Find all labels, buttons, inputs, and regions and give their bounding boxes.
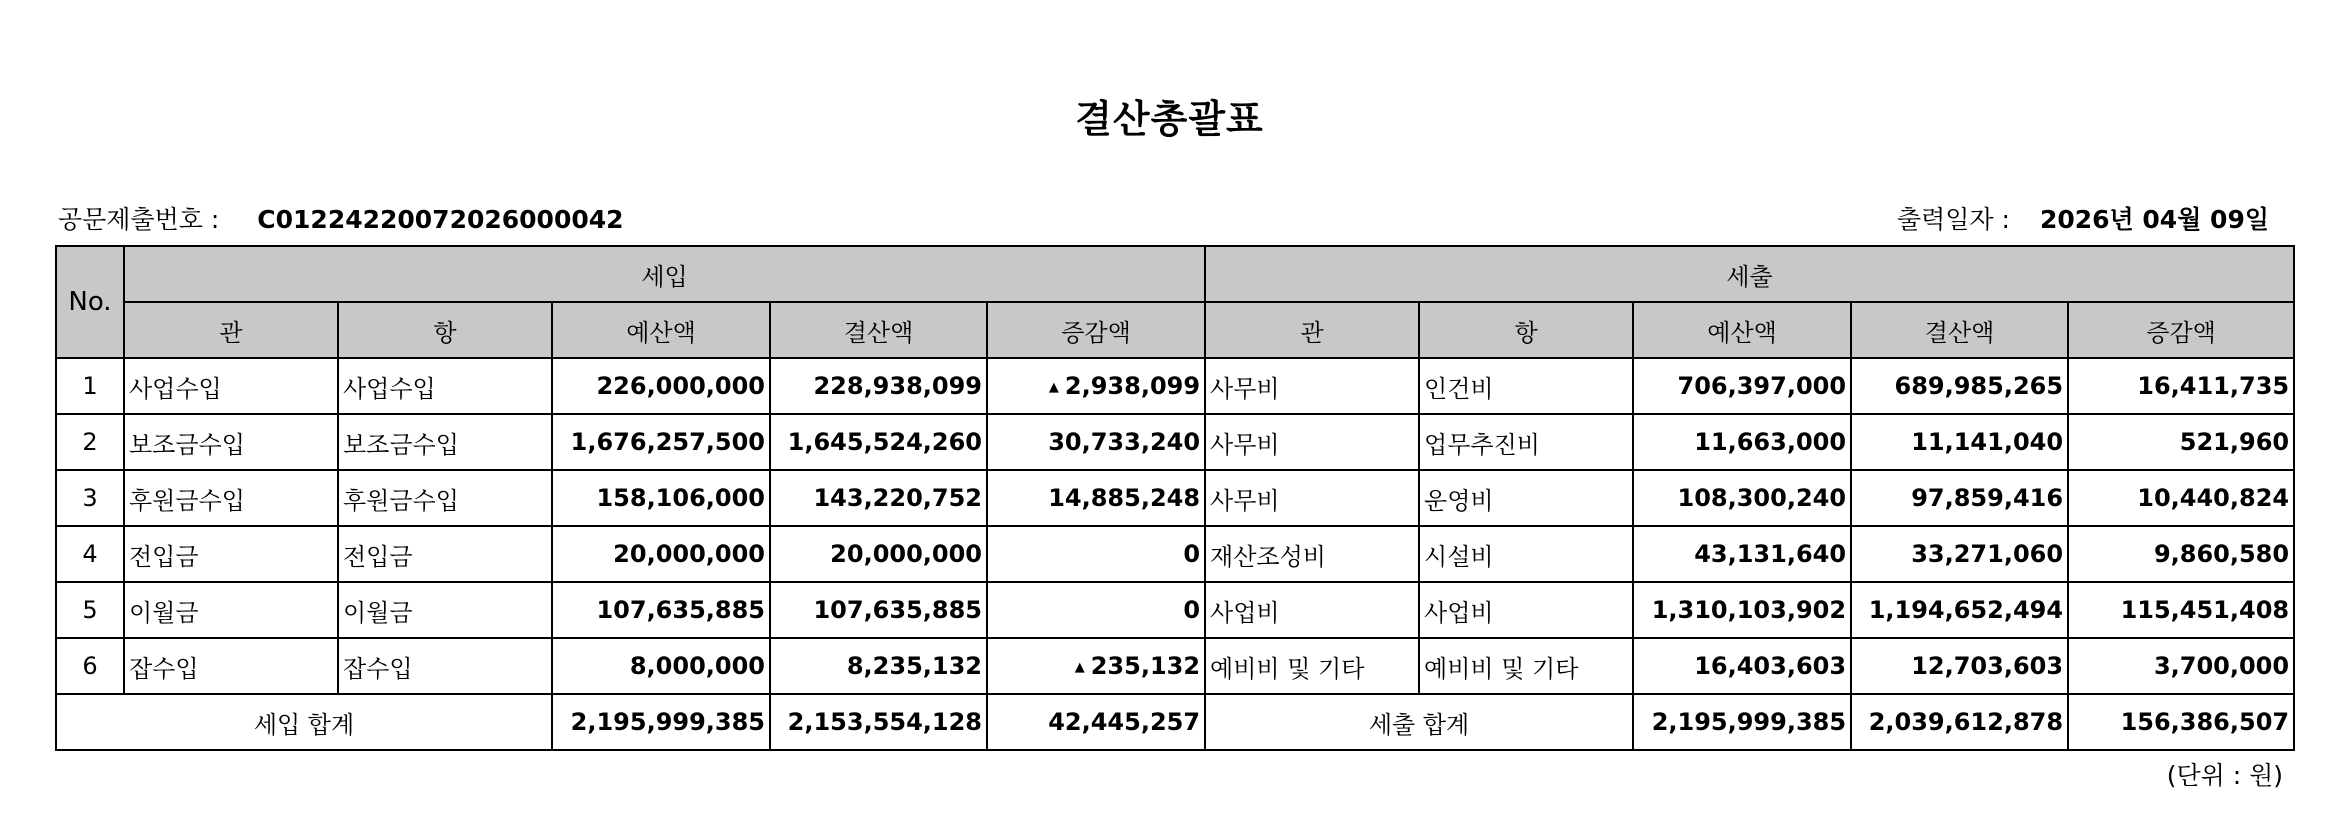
col-group-expense: 세출	[1205, 246, 2294, 302]
row-no: 6	[56, 638, 124, 694]
rev-change-cell: 14,885,248	[987, 470, 1205, 526]
exp-hang-cell: 업무추진비	[1419, 414, 1633, 470]
table-row	[56, 638, 2294, 694]
col-header-exp-change: 증감액	[2068, 302, 2294, 358]
header-row-groups	[56, 246, 2294, 302]
rev-hang-cell: 보조금수입	[338, 414, 552, 470]
rev-change-value: 235,132	[1090, 652, 1201, 680]
exp-gwan-cell: 예비비 및 기타	[1205, 638, 1419, 694]
table-row	[56, 414, 2294, 470]
rev-change-cell	[987, 638, 1205, 694]
rev-settlement-cell: 228,938,099	[770, 358, 987, 414]
rev-budget-cell: 8,000,000	[552, 638, 770, 694]
exp-hang-cell: 사업비	[1419, 582, 1633, 638]
print-date-line	[1897, 200, 2269, 236]
exp-settlement-cell: 1,194,652,494	[1851, 582, 2068, 638]
doc-number-label: 공문제출번호 :	[58, 205, 220, 234]
exp-total-label: 세출 합계	[1205, 694, 1633, 750]
exp-total-budget: 2,195,999,385	[1633, 694, 1851, 750]
table-row	[56, 470, 2294, 526]
exp-change-cell: 9,860,580	[2068, 526, 2294, 582]
rev-settlement-cell: 8,235,132	[770, 638, 987, 694]
exp-change-cell: 115,451,408	[2068, 582, 2294, 638]
rev-total-settlement: 2,153,554,128	[770, 694, 987, 750]
exp-change-cell: 3,700,000	[2068, 638, 2294, 694]
print-date-value: 2026년 04월 09일	[2039, 205, 2269, 234]
rev-gwan-cell: 사업수입	[124, 358, 338, 414]
rev-budget-cell: 20,000,000	[552, 526, 770, 582]
rev-settlement-cell: 143,220,752	[770, 470, 987, 526]
exp-budget-cell: 11,663,000	[1633, 414, 1851, 470]
rev-hang-cell: 이월금	[338, 582, 552, 638]
rev-budget-cell: 226,000,000	[552, 358, 770, 414]
rev-gwan-cell: 잡수입	[124, 638, 338, 694]
rev-budget-cell: 107,635,885	[552, 582, 770, 638]
table-body	[56, 358, 2294, 750]
exp-settlement-cell: 97,859,416	[1851, 470, 2068, 526]
exp-hang-cell: 시설비	[1419, 526, 1633, 582]
exp-hang-cell: 예비비 및 기타	[1419, 638, 1633, 694]
rev-total-budget: 2,195,999,385	[552, 694, 770, 750]
col-header-rev-gwan: 관	[124, 302, 338, 358]
rev-budget-cell: 158,106,000	[552, 470, 770, 526]
col-header-exp-budget: 예산액	[1633, 302, 1851, 358]
exp-budget-cell: 706,397,000	[1633, 358, 1851, 414]
exp-settlement-cell: 689,985,265	[1851, 358, 2068, 414]
exp-settlement-cell: 12,703,603	[1851, 638, 2068, 694]
row-no: 5	[56, 582, 124, 638]
triangle-up-icon: ▲	[1048, 380, 1059, 395]
row-no: 3	[56, 470, 124, 526]
rev-total-change: 42,445,257	[987, 694, 1205, 750]
exp-total-settlement: 2,039,612,878	[1851, 694, 2068, 750]
col-header-exp-gwan: 관	[1205, 302, 1419, 358]
rev-total-label: 세입 합계	[56, 694, 552, 750]
col-header-rev-hang: 항	[338, 302, 552, 358]
table-row	[56, 582, 2294, 638]
exp-settlement-cell: 11,141,040	[1851, 414, 2068, 470]
rev-hang-cell: 후원금수입	[338, 470, 552, 526]
page-title: 결산총괄표	[1075, 97, 1264, 141]
rev-change-value: 2,938,099	[1064, 372, 1201, 400]
exp-budget-cell: 16,403,603	[1633, 638, 1851, 694]
col-header-no: No.	[56, 246, 124, 358]
unit-note: (단위 : 원)	[2166, 761, 2283, 790]
triangle-up-icon: ▲	[1074, 660, 1085, 675]
table-header	[56, 246, 2294, 358]
rev-budget-cell: 1,676,257,500	[552, 414, 770, 470]
exp-settlement-cell: 33,271,060	[1851, 526, 2068, 582]
table-row	[56, 526, 2294, 582]
exp-gwan-cell: 사무비	[1205, 358, 1419, 414]
exp-gwan-cell: 사무비	[1205, 414, 1419, 470]
print-date-label: 출력일자 :	[1896, 205, 2010, 234]
row-no: 1	[56, 358, 124, 414]
rev-gwan-cell: 이월금	[124, 582, 338, 638]
exp-hang-cell: 운영비	[1419, 470, 1633, 526]
exp-gwan-cell: 재산조성비	[1205, 526, 1419, 582]
totals-row	[56, 694, 2294, 750]
col-header-rev-change: 증감액	[987, 302, 1205, 358]
exp-change-cell: 10,440,824	[2068, 470, 2294, 526]
header-row-columns	[56, 302, 2294, 358]
rev-hang-cell: 사업수입	[338, 358, 552, 414]
col-header-exp-hang: 항	[1419, 302, 1633, 358]
row-no: 2	[56, 414, 124, 470]
rev-gwan-cell: 전입금	[124, 526, 338, 582]
rev-settlement-cell: 1,645,524,260	[770, 414, 987, 470]
exp-budget-cell: 108,300,240	[1633, 470, 1851, 526]
table-row	[56, 358, 2294, 414]
rev-settlement-cell: 107,635,885	[770, 582, 987, 638]
doc-number-line	[58, 200, 624, 236]
rev-gwan-cell: 후원금수입	[124, 470, 338, 526]
rev-hang-cell: 전입금	[338, 526, 552, 582]
col-header-rev-settlement: 결산액	[770, 302, 987, 358]
exp-budget-cell: 43,131,640	[1633, 526, 1851, 582]
col-group-revenue: 세입	[124, 246, 1205, 302]
col-header-exp-settlement: 결산액	[1851, 302, 2068, 358]
rev-settlement-cell: 20,000,000	[770, 526, 987, 582]
exp-hang-cell: 인건비	[1419, 358, 1633, 414]
col-header-rev-budget: 예산액	[552, 302, 770, 358]
doc-number-value: C01224220072026000042	[257, 205, 624, 234]
rev-change-cell: 0	[987, 582, 1205, 638]
exp-total-change: 156,386,507	[2068, 694, 2294, 750]
rev-hang-cell: 잡수입	[338, 638, 552, 694]
rev-change-cell	[987, 358, 1205, 414]
rev-gwan-cell: 보조금수입	[124, 414, 338, 470]
exp-gwan-cell: 사업비	[1205, 582, 1419, 638]
row-no: 4	[56, 526, 124, 582]
exp-budget-cell: 1,310,103,902	[1633, 582, 1851, 638]
rev-change-cell: 30,733,240	[987, 414, 1205, 470]
exp-change-cell: 521,960	[2068, 414, 2294, 470]
exp-gwan-cell: 사무비	[1205, 470, 1419, 526]
settlement-summary-table	[55, 245, 2295, 751]
rev-change-cell: 0	[987, 526, 1205, 582]
exp-change-cell: 16,411,735	[2068, 358, 2294, 414]
